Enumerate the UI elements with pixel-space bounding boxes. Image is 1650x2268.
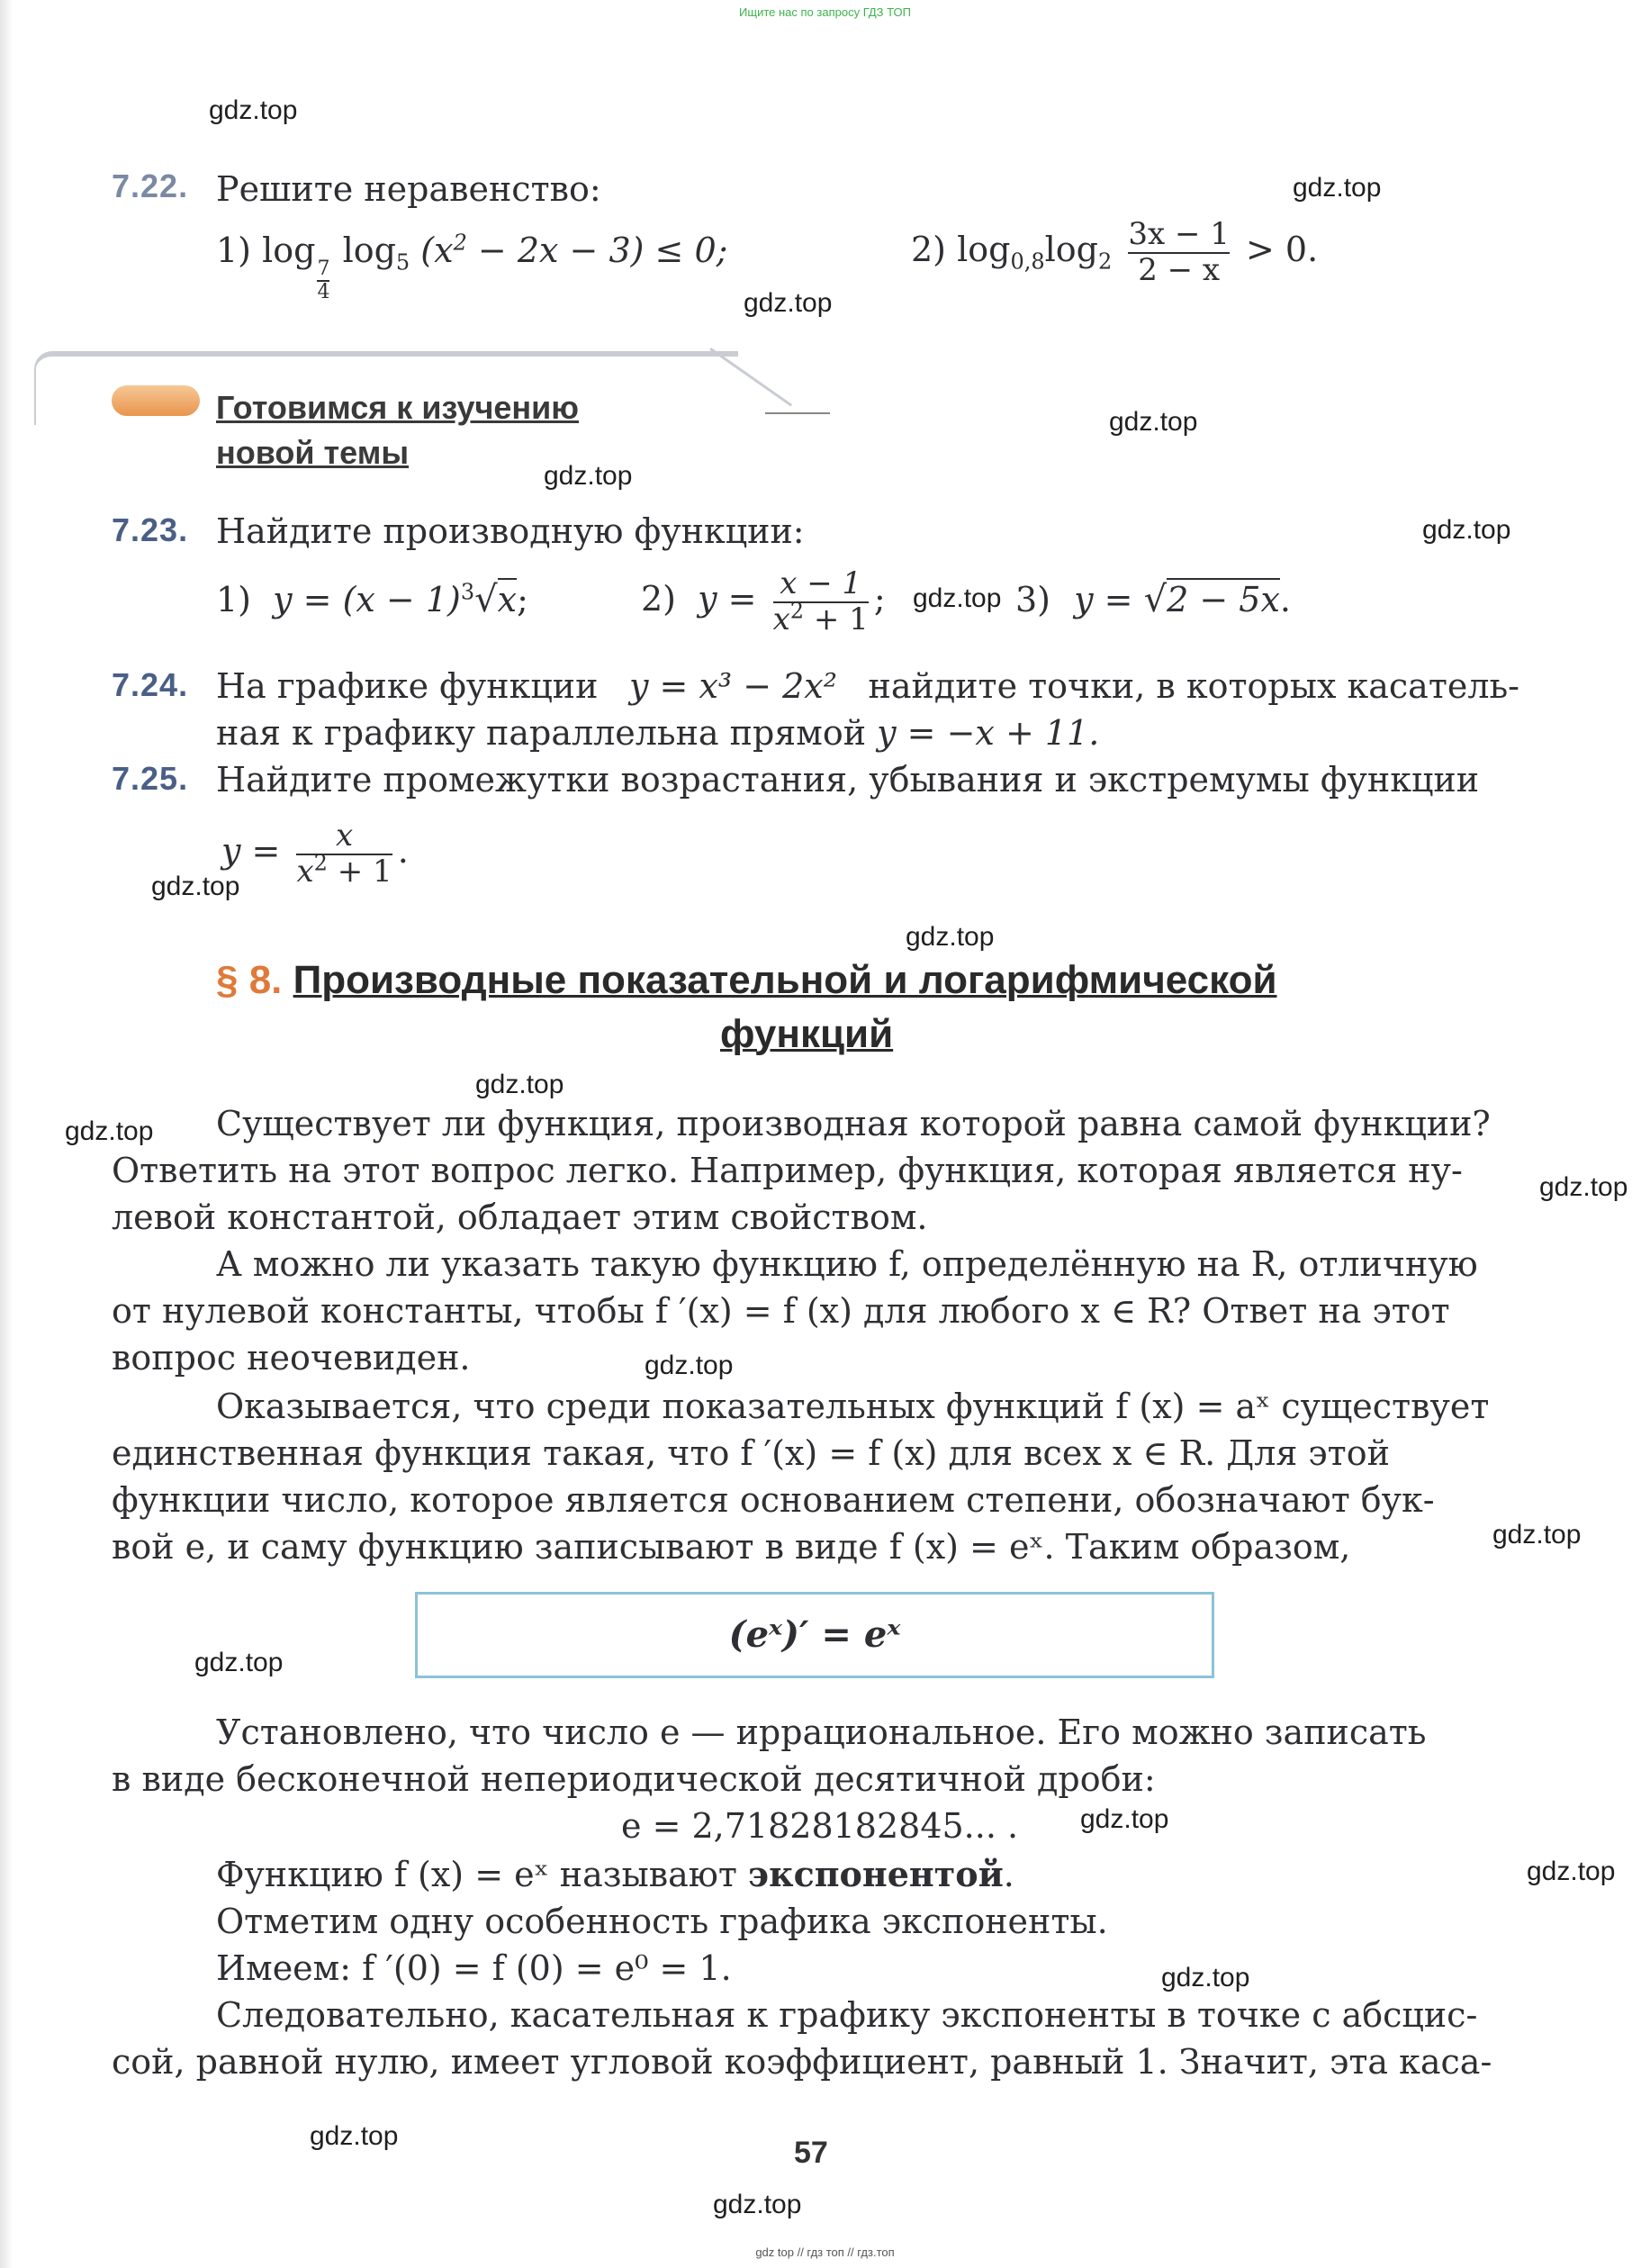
exercise-7-23-item-3: 3) y = √2 − 5x. <box>1015 579 1291 620</box>
text: ная к графику параллельна прямой <box>216 713 867 753</box>
den-rest: + 1 <box>327 853 392 890</box>
watermark: gdz.top <box>310 2121 399 2151</box>
exercise-number-7-23: 7.23. <box>112 511 189 548</box>
paragraph-8-line-1: Следовательно, касательная к графику экспоненты в точке с абсцис- <box>216 1995 1478 2035</box>
paragraph-4-line-1: Установлено, что число e — иррациональное. Его можно записать <box>216 1712 1427 1752</box>
exercise-7-22-text: Решите неравенство: <box>216 169 601 209</box>
den-x: x <box>296 853 314 890</box>
period: . <box>1003 1855 1014 1894</box>
watermark: gdz.top <box>1161 1963 1250 1992</box>
log-text: log <box>262 230 316 270</box>
watermark: gdz.top <box>1109 407 1198 437</box>
log-text-2: log <box>1044 230 1098 269</box>
log-text: log <box>957 230 1011 269</box>
text: Функцию f (x) = eˣ называют <box>216 1855 737 1894</box>
page-number: 57 <box>794 2136 828 2170</box>
fraction-denominator <box>296 850 392 890</box>
paragraph-1-line-2: Ответить на этот вопрос легко. Например, функция, которая является ну- <box>112 1151 1463 1190</box>
exercise-7-23-text: Найдите производную функции: <box>216 511 805 551</box>
watermark: gdz.top <box>1539 1172 1628 1202</box>
log-base-5: 5 <box>395 249 410 276</box>
e-value: e = 2,71828182845... . <box>621 1806 1019 1846</box>
root-arg: x <box>497 580 518 619</box>
watermark: gdz.top <box>151 872 240 901</box>
den-power: 2 <box>789 598 805 624</box>
bottom-banner: gdz top // гдз топ // гдз.топ <box>755 2245 895 2259</box>
log-text-2: log <box>342 230 396 270</box>
log-base-denominator: 4 <box>317 281 330 303</box>
formula-exp-derivative: (eˣ)′ = eˣ <box>728 1613 901 1656</box>
paragraph-5 <box>216 1851 1014 1898</box>
exercise-7-22-item-2 <box>911 209 1318 290</box>
arg-power: 2 <box>453 230 467 256</box>
text: На графике функции <box>216 666 599 706</box>
den-rest: + 1 <box>804 601 869 637</box>
paragraph-2-line-1: А можно ли указать такую функцию f, определённую на R, отличную <box>216 1244 1478 1284</box>
prep-tab-icon <box>112 385 200 416</box>
exercise-7-22-item-1 <box>216 227 727 303</box>
den-x: x <box>772 601 790 637</box>
paragraph-2-line-2: от нулевой константы, чтобы f ′(x) = f (x) для любого x ∈ R? Ответ на этот <box>112 1291 1450 1331</box>
paragraph-1-line-3: левой константой, обладает этим свойством. <box>112 1197 928 1237</box>
section-title-2: функций <box>720 1012 894 1056</box>
item-label: 1) <box>216 230 252 270</box>
paragraph-1-line-1: Существует ли функция, производная которой равна самой функции? <box>216 1104 1491 1143</box>
prep-title-line-2: новой темы <box>216 434 410 471</box>
end: ; <box>873 579 886 619</box>
section-sign: § 8. <box>216 958 283 1002</box>
watermark: gdz.top <box>209 95 298 125</box>
log-base-numerator: 7 <box>317 257 330 280</box>
paragraph-3-line-3: функции число, которое является основанием степени, обозначают бук- <box>112 1480 1435 1520</box>
formula-box <box>415 1592 1214 1678</box>
section-heading-line-1 <box>216 958 1277 1003</box>
fraction-denominator: 2 − x <box>1128 252 1230 287</box>
exercise-7-24-line-2 <box>216 709 1099 756</box>
watermark: gdz.top <box>65 1116 154 1146</box>
watermark: gdz.top <box>1293 173 1382 203</box>
prep-title <box>216 385 579 475</box>
paragraph-3-line-4: вой e, и саму функцию записывают в виде f (x) = eˣ. Таким образом, <box>112 1527 1351 1567</box>
line-equation: y = −x + 11. <box>877 713 1100 753</box>
watermark: gdz.top <box>475 1070 564 1099</box>
log-base-2: 2 <box>1098 248 1113 275</box>
inequality-end: > 0. <box>1246 230 1319 269</box>
den-power: 2 <box>313 850 328 876</box>
text-2: найдите точки, в которых касатель- <box>868 666 1519 706</box>
item-label: 2) <box>911 230 947 269</box>
prep-title-line-1: Готовимся к изучению <box>216 389 580 426</box>
exercise-number-7-24: 7.24. <box>112 666 189 703</box>
paragraph-2-line-3: вопрос неочевиден. <box>112 1338 471 1378</box>
paragraph-6: Отметим одну особенность графика экспоненты. <box>216 1902 1108 1941</box>
item-label: 1) <box>216 580 252 619</box>
y-eq: y = <box>221 831 281 871</box>
root-arg: 2 − 5x <box>1167 580 1280 619</box>
watermark: gdz.top <box>1492 1520 1582 1550</box>
watermark: gdz.top <box>744 288 833 318</box>
end: ; <box>517 580 528 619</box>
end: . <box>397 831 409 871</box>
watermark: gdz.top <box>913 583 1002 613</box>
section-title-1: Производные показательной и логарифмической <box>293 958 1277 1002</box>
watermark: gdz.top <box>645 1351 734 1380</box>
section-heading-line-2 <box>720 1012 893 1057</box>
exercise-7-23-item-2 <box>641 558 886 639</box>
arg-rest: − 2x − 3) ≤ 0; <box>466 230 728 270</box>
exercise-7-24-line-1 <box>216 663 1519 709</box>
fraction-numerator: 3x − 1 <box>1128 216 1230 253</box>
exercise-number-7-22: 7.22. <box>112 167 189 204</box>
paragraph-7: Имеем: f ′(0) = f (0) = e⁰ = 1. <box>216 1948 732 1988</box>
watermark: gdz.top <box>1080 1804 1169 1834</box>
end: . <box>1279 580 1291 619</box>
fraction-numerator: x − 1 <box>780 565 862 602</box>
watermark: gdz.top <box>544 461 633 491</box>
watermark: gdz.top <box>906 922 995 952</box>
exercise-7-25-function <box>221 810 409 891</box>
y-eq: y = <box>1074 580 1133 619</box>
arg-a: (x <box>420 230 454 270</box>
fraction-numerator: x <box>336 818 354 854</box>
paragraph-4-line-2: в виде бесконечной непериодической десятичной дроби: <box>112 1759 1156 1799</box>
paragraph-3-line-1: Оказывается, что среди показательных функций f (x) = aˣ существует <box>216 1387 1490 1426</box>
y-eq: y = <box>698 579 757 619</box>
fraction-denominator <box>772 598 869 637</box>
page-spine-shadow <box>0 0 13 2268</box>
prep-block-underline <box>765 412 830 414</box>
watermark: gdz.top <box>713 2190 802 2219</box>
paragraph-8-line-2: сой, равной нулю, имеет угловой коэффициент, равный 1. Значит, эта каса- <box>112 2042 1492 2082</box>
function: y = x³ − 2x² <box>628 666 837 706</box>
term-exponent: экспонентой <box>748 1854 1004 1894</box>
root-index: 3 <box>460 579 475 605</box>
expr: y = (x − 1) <box>273 580 461 619</box>
watermark: gdz.top <box>1527 1857 1616 1886</box>
item-label: 3) <box>1015 580 1051 619</box>
watermark: gdz.top <box>194 1648 284 1677</box>
top-banner: Ищите нас по запросу ГДЗ ТОП <box>739 5 911 19</box>
item-label: 2) <box>641 579 677 619</box>
log-base: 0,8 <box>1010 248 1045 275</box>
exercise-number-7-25: 7.25. <box>112 760 189 797</box>
exercise-7-25-line-1: Найдите промежутки возрастания, убывания и экстремумы функции <box>216 760 1480 800</box>
watermark: gdz.top <box>1422 515 1511 545</box>
exercise-7-23-item-1: 1) $y = (x - 1)^3√x$; <box>216 579 528 620</box>
paragraph-3-line-2: единственная функция такая, что f ′(x) = f (x) для всех x ∈ R. Для этой <box>112 1433 1390 1473</box>
